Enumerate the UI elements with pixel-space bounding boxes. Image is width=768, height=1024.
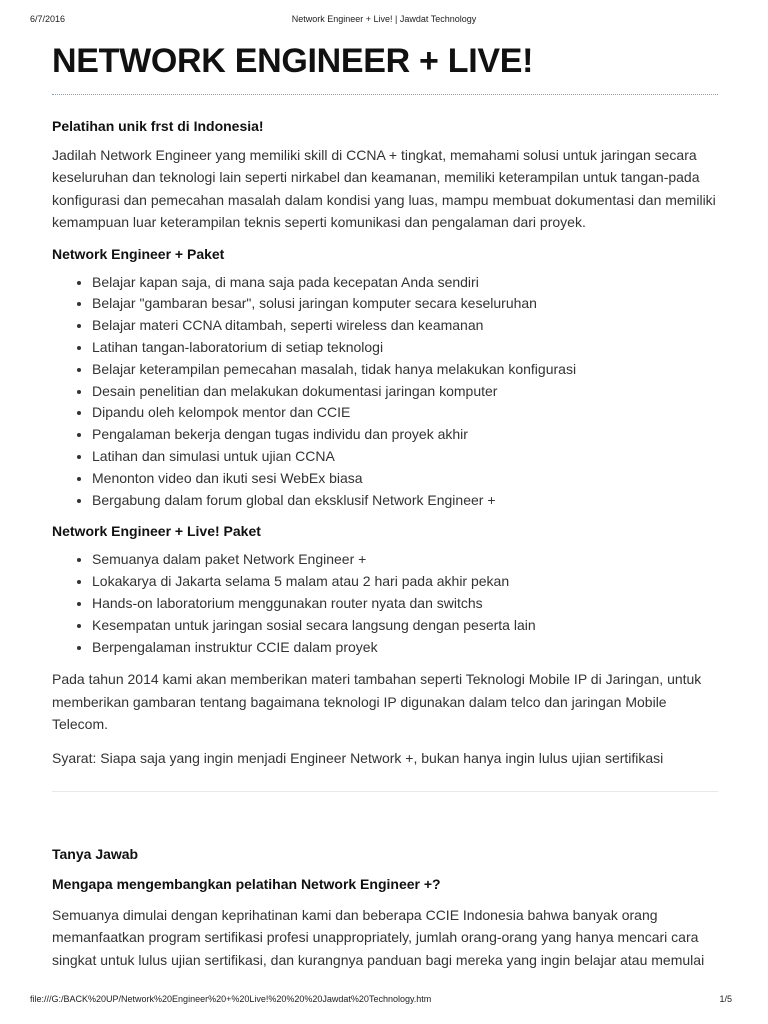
list-item: • Dipandu oleh kelompok mentor dan CCIE <box>92 402 718 424</box>
package2-heading: Network Engineer + Live! Paket <box>52 523 261 540</box>
list-item: • Latihan tangan-laboratorium di setiap teknologi <box>92 337 718 359</box>
list-item: • Menonton video dan ikuti sesi WebEx biasa <box>92 468 718 490</box>
print-header <box>0 14 768 28</box>
package1-heading: Network Engineer + Paket <box>52 245 225 262</box>
print-file-path: file:///G:/BACK%20UP/Network%20Engineer%20+%20Live!%20%20%20Jawdat%20Technology.htm <box>30 994 432 1004</box>
requirement-text: Syarat: Siapa saja yang ingin menjadi Engineer Network +, bukan hanya ingin lulus ujian sertifikasi <box>52 749 664 766</box>
list-item: • Semuanya dalam paket Network Engineer + <box>92 549 718 571</box>
faq-heading: Tanya Jawab <box>52 846 139 862</box>
list-item: • Desain penelitian dan melakukan dokumentasi jaringan komputer <box>92 381 718 403</box>
print-page-title: Network Engineer + Live! | Jawdat Technology <box>291 14 477 24</box>
article-content <box>52 40 718 971</box>
list-item: • Lokakarya di Jakarta selama 5 malam atau 2 hari pada akhir pekan <box>92 571 718 593</box>
list-item: • Bergabung dalam forum global dan eksklusif Network Engineer + <box>92 490 718 512</box>
print-page-number: 1/5 <box>719 994 732 1004</box>
section-divider <box>52 791 718 792</box>
print-footer <box>0 994 768 1008</box>
list-item: • Berpengalaman instruktur CCIE dalam proyek <box>92 637 718 659</box>
intro-heading: Pelatihan unik frst di Indonesia! <box>52 118 264 134</box>
package1-list <box>52 272 718 512</box>
list-item: • Belajar kapan saja, di mana saja pada kecepatan Anda sendiri <box>92 272 718 294</box>
intro-paragraph: Jadilah Network Engineer yang memiliki skill di CCNA + tingkat, memahami solusi untuk jaringan secara keseluruhan dan teknologi lain seperti nirkabel dan keamanan, memiliki keterampilan untuk tangan-pada konfigurasi dan pemecahan masalah dalam kondisi yang luas, mampu membuat dokumentasi dan memiliki kemampuan luar keterampilan teknis seperti komunikasi dan pengalaman dari proyek. <box>52 147 716 231</box>
title-divider <box>52 94 718 95</box>
list-item: • Belajar "gambaran besar", solusi jaringan komputer secara keseluruhan <box>92 293 718 315</box>
list-item: • Pengalaman bekerja dengan tugas individu dan proyek akhir <box>92 424 718 446</box>
print-date: 6/7/2016 <box>30 14 66 24</box>
paragraph-2014: Pada tahun 2014 kami akan memberikan materi tambahan seperti Teknologi Mobile IP di Jaringan, untuk memberikan gambaran tentang bagaimana teknologi IP digunakan dalam telco dan jaringan Mobile Telecom. <box>52 671 702 733</box>
package2-list <box>52 549 718 658</box>
list-item: • Belajar keterampilan pemecahan masalah, tidak hanya melakukan konfigurasi <box>92 359 718 381</box>
list-item: • Hands-on laboratorium menggunakan router nyata dan switchs <box>92 593 718 615</box>
list-item: • Kesempatan untuk jaringan sosial secara langsung dengan peserta lain <box>92 615 718 637</box>
page-title: NETWORK ENGINEER + LIVE! <box>52 42 534 80</box>
faq-answer: Semuanya dimulai dengan keprihatinan kami dan beberapa CCIE Indonesia bahwa banyak orang memanfaatkan program sertifikasi profesi unappropriately, jumlah orang-orang yang hanya mencari cara singkat untuk lulus ujian sertifikasi, dan kurangnya panduan bagi mereka yang ingin belajar atau memulai <box>52 907 705 968</box>
faq-question: Mengapa mengembangkan pelatihan Network Engineer +? <box>52 876 441 892</box>
list-item: • Belajar materi CCNA ditambah, seperti wireless dan keamanan <box>92 315 718 337</box>
list-item: • Latihan dan simulasi untuk ujian CCNA <box>92 446 718 468</box>
